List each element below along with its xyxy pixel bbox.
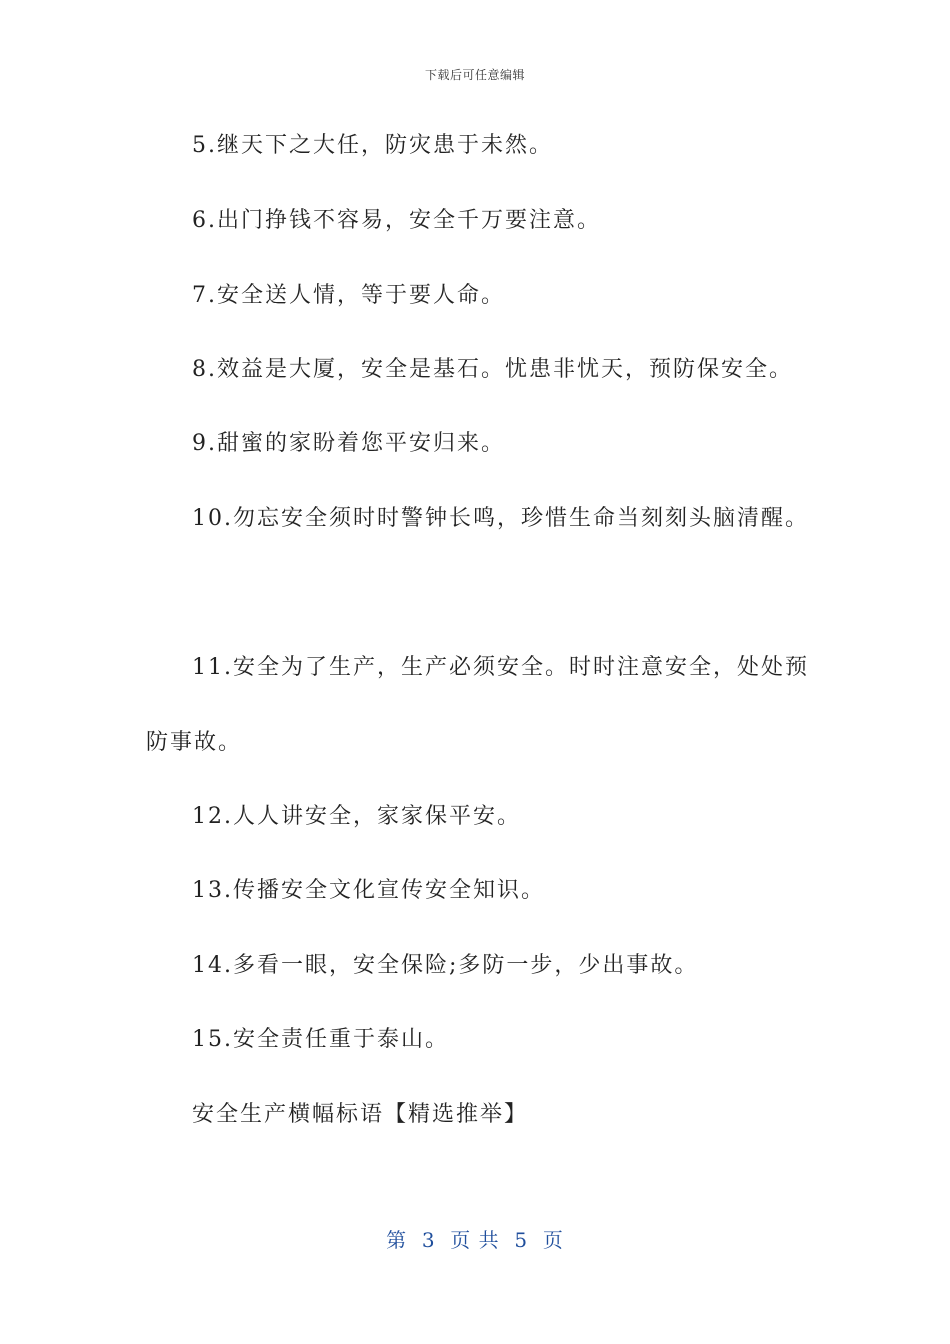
- slogan-line-10: 10.勿忘安全须时时警钟长鸣，珍惜生命当刻刻头脑清醒。: [192, 506, 809, 531]
- slogan-line-14: 14.多看一眼，安全保险;多防一步，少出事故。: [192, 953, 699, 978]
- slogan-line-11-continued: 防事故。: [146, 730, 243, 755]
- section-heading: 安全生产横幅标语【精选推举】: [192, 1102, 529, 1127]
- slogan-line-11: 11.安全为了生产，生产必须安全。时时注意安全，处处预: [192, 655, 809, 680]
- page-header: 下载后可任意编辑: [424, 68, 525, 82]
- slogan-line-13: 13.传播安全文化宣传安全知识。: [192, 878, 545, 903]
- slogan-line-7: 7.安全送人情，等于要人命。: [192, 283, 505, 308]
- slogan-line-12: 12.人人讲安全，家家保平安。: [192, 804, 521, 829]
- page-number-footer: 第 3 页 共 5 页: [386, 1228, 564, 1252]
- slogan-line-5: 5.继天下之大任，防灾患于未然。: [192, 133, 553, 158]
- slogan-line-9: 9.甜蜜的家盼着您平安归来。: [192, 431, 505, 456]
- slogan-line-8: 8.效益是大厦，安全是基石。忧患非忧天，预防保安全。: [192, 357, 793, 382]
- slogan-line-6: 6.出门挣钱不容易，安全千万要注意。: [192, 208, 601, 233]
- slogan-line-15: 15.安全责任重于泰山。: [192, 1027, 449, 1052]
